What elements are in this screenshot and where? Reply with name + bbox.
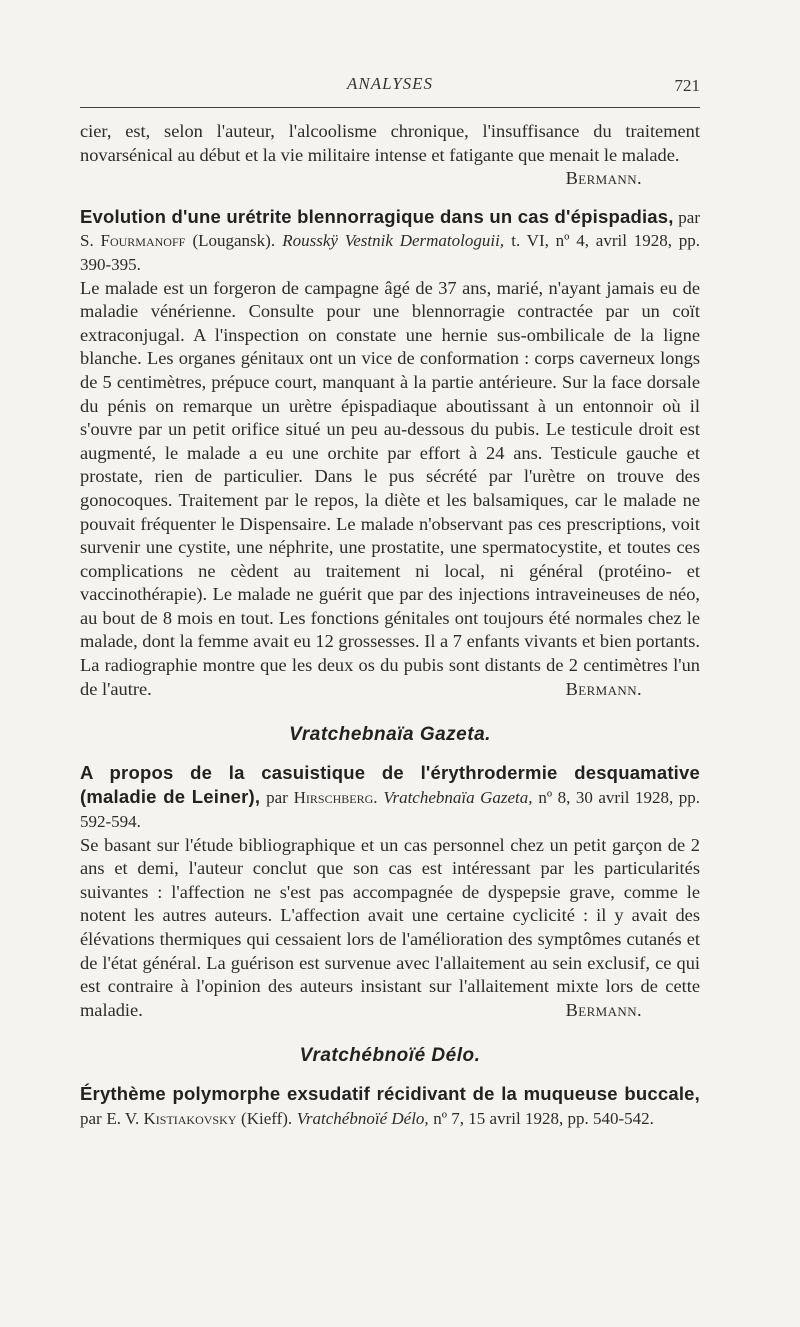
article-body [80, 834, 700, 1023]
article-title: A propos de la casuistique de l'érythrodermie desquamative (maladie de Leiner), [80, 761, 700, 808]
by-word: par [80, 1108, 102, 1128]
header-rule [80, 107, 700, 108]
article-body-text: Se basant sur l'étude bibliographique et un cas personnel chez un petit garçon de 2 ans et demi, l'auteur conclut que son cas est intéressant par les particularités suivantes : l'affection ne s'est pas accompagnée de dyspepsie grave, comme le notent les autres auteurs. L'affection avait une certaine cyclicité : il y avait des élévations thermiques qui cessaient lors de l'amélioration des symptômes cutanés et de l'état général. La guérison est survenue avec l'allaitement au sein exclusif, ce qui est contraire à l'opinion des auteurs insistant sur l'allaitement mixte lors de cette maladie. [80, 834, 700, 1020]
article-fourmanoff [80, 205, 700, 701]
page-number: 721 [674, 76, 700, 95]
running-head [80, 74, 700, 102]
article-journal: Vratchébnoïé Délo, [296, 1108, 429, 1128]
article-hirschberg [80, 761, 700, 1023]
article-body [80, 277, 700, 702]
article-place: (Kieff). [241, 1108, 293, 1128]
article-heading [80, 205, 700, 277]
article-body-text: Le malade est un forgeron de campagne âgé de 37 ans, marié, n'ayant jamais eu de maladie vénérienne. Consulte pour une blennorragie contractée par un coït extraconjugal. A l'inspection on constate une hernie sus-ombilicale de la ligne blanche. Les organes génitaux ont un vice de conformation : corps caverneux longs de 5 centimètres, prépuce court, manquant à la partie antérieure. Sur la face dorsale du pénis on remarque un urètre épispadiaque aboutissant à un entonnoir où il s'ouvre par un petit orifice situé un peu au-dessous du pubis. Le testicule droit est augmenté, le malade a eu une orchite par effort à 24 ans. Testicule gauche et prostate, rien de particulier. Dans le pus sécrété par l'urètre on trouve des gonocoques. Traitement par le repos, la diète et les balsamiques, car le malade ne pouvait fréquenter le Dispensaire. Le malade n'observant pas ces prescriptions, voit survenir une cystite, une néphrite, une prostatite, une spermatocystite, et toutes ces complications ne cèdent au traitement ni local, ni général (protéino- et vaccinothérapie). Le malade ne guérit que par des injections intraveineuses de néo, au bout de 8 mois en tout. Les fonctions génitales ont toujours été normales chez le malade, dont la femme avait eu 12 grossesses. Il a 7 enfants vivants et bien portants. La radiographie montre que les deux os du pubis sont distants de 2 centimètres l'un de l'autre. [80, 277, 701, 699]
by-word: par [678, 207, 700, 227]
article-author: E. V. Kistiakovsky [106, 1108, 237, 1128]
article-journal: Vratchebnaïa Gazeta, [383, 788, 533, 808]
article-author: S. Fourmanoff [80, 231, 186, 251]
article-author: Hirschberg. [293, 788, 378, 808]
signature: Bermann. [565, 168, 642, 189]
continuation-paragraph [80, 120, 700, 191]
running-title: ANALYSES [346, 74, 434, 93]
article-reference: nº 8, 30 avril 1928, pp. 592-594. [80, 788, 700, 832]
journal-section-heading: Vratchebnaïa Gazeta. [289, 724, 491, 746]
by-word: par [266, 788, 288, 808]
article-heading [80, 761, 700, 834]
article-title: Evolution d'une urétrite blennorragique dans un cas d'épispadias, [80, 205, 674, 227]
article-place: (Lougansk). [192, 231, 276, 251]
continuation-text: cier, est, selon l'auteur, l'alcoolisme chronique, l'insuffisance du traitement novarsénical au début et la vie militaire intense et fatigante que menait le malade. [80, 121, 700, 165]
article-reference: t. VI, nº 4, avril 1928, pp. 390-395. [80, 231, 701, 274]
article-heading [80, 1082, 700, 1130]
page-content [80, 120, 700, 1130]
article-kistiakovsky [80, 1082, 700, 1130]
article-journal: Rousskÿ Vestnik Dermatologuii, [282, 231, 505, 251]
signature: Bermann. [565, 678, 642, 699]
signature: Bermann. [565, 999, 642, 1020]
article-reference: nº 7, 15 avril 1928, pp. 540-542. [433, 1108, 654, 1128]
journal-section-heading: Vratchébnoïé Délo. [299, 1045, 481, 1067]
article-title: Érythème polymorphe exsudatif récidivant de la muqueuse buccale, [80, 1082, 700, 1104]
